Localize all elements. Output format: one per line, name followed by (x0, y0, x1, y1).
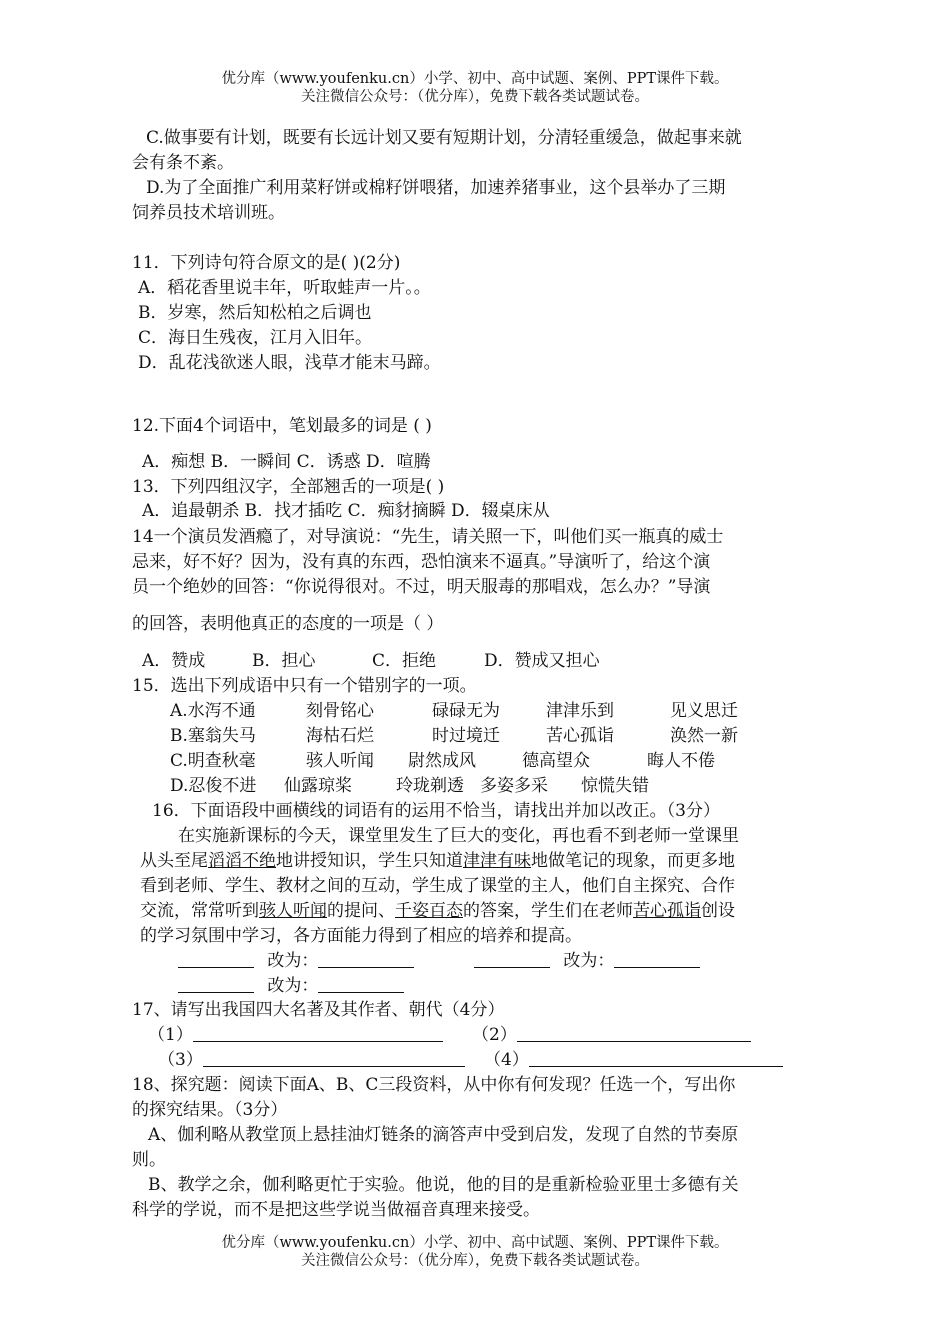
q17-number-2: （2） (472, 1025, 517, 1045)
q16-line-2-a: 从头至尾 (140, 851, 208, 871)
q16-stem: 16．下面语段中画横线的词语有的运用不恰当，请找出并加以改正。（3分） (152, 801, 720, 821)
q16-answer-row-2 (178, 975, 404, 997)
q16-blank-1[interactable] (178, 951, 254, 968)
q12-options: A．痴想 B．一瞬间 C．诱惑 D．喧腾 (142, 452, 431, 472)
q17-blank-1[interactable] (193, 1025, 443, 1042)
q10-option-c-line1: C.做事要有计划，既要有长远计划又要有短期计划，分清轻重缓急，做起事来就 (146, 128, 742, 148)
q17-blank-4[interactable] (529, 1050, 783, 1067)
q15-b-5: 涣然一新 (670, 726, 738, 746)
q15-d-4: 多姿多采 (480, 776, 548, 796)
q18-a-line-1: A、伽利略从教堂顶上悬挂油灯链条的滴答声中受到启发，发现了自然的节奏原 (148, 1125, 739, 1145)
q14-option-c: C．拒绝 (372, 651, 437, 671)
q17-blank-2[interactable] (517, 1025, 751, 1042)
q16-underlined-word-3: 骇人听闻 (259, 901, 327, 921)
q15-c-1: C.明查秋毫 (170, 751, 256, 771)
q10-option-c-line2: 会有条不紊。 (132, 153, 234, 173)
q17-stem: 17、请写出我国四大名著及其作者、朝代（4分） (132, 1000, 505, 1020)
q15-d-5: 惊慌失错 (581, 776, 649, 796)
q10-option-d-line1: D.为了全面推广利用菜籽饼或棉籽饼喂猪，加速养猪事业，这个县举办了三期 (146, 178, 726, 198)
q16-line-4-d: 创设 (701, 901, 735, 921)
q16-line-4-a: 交流，常常听到 (140, 901, 259, 921)
q16-underlined-word-2: 津津有味 (463, 851, 531, 871)
q15-d-2: 仙露琼桨 (284, 776, 352, 796)
q16-change-label-3: 改为： (267, 976, 319, 996)
q16-answer-row-1 (178, 950, 414, 972)
q15-c-5: 晦人不倦 (647, 751, 715, 771)
q16-blank-2[interactable] (318, 951, 414, 968)
q16-blank-5[interactable] (178, 976, 254, 993)
q16-line-2-c: 地做笔记的现象，而更多地 (531, 851, 735, 871)
header-line-2: 关注微信公众号：（优分库），免费下载各类试题试卷。 (301, 89, 649, 105)
q18-line-2: 的探究结果。（3分） (132, 1100, 288, 1120)
q17-item-1 (148, 1024, 443, 1046)
q11-stem: 11．下列诗句符合原文的是( )(2分) (132, 253, 401, 273)
q16-line-2 (140, 850, 735, 872)
q18-line-1: 18、探究题：阅读下面A、B、C三段资料，从中你有何发现？任选一个，写出你 (132, 1075, 736, 1095)
q17-item-3 (158, 1049, 465, 1071)
q15-c-3: 尉然成风 (408, 751, 476, 771)
q16-line-3: 看到老师、学生、教材之间的互动，学生成了课堂的主人，他们自主探究、合作 (140, 876, 735, 896)
header-line-1: 优分库（www.youfenku.cn）小学、初中、高中试题、案例、PPT课件下载。 (221, 71, 729, 87)
q11-option-d: D．乱花浅欲迷人眼，浅草才能末马蹄。 (138, 353, 441, 373)
q15-b-1: B.塞翁失马 (170, 726, 256, 746)
q17-number-1: （1） (148, 1025, 193, 1045)
q16-line-4-c: 的答案，学生们在老师 (463, 901, 633, 921)
q15-stem: 15．选出下列成语中只有一个错别字的一项。 (132, 676, 477, 696)
q13-options: A．追最朝杀 B．找才插吃 C．痴豺摘瞬 D．辍桌床从 (142, 501, 550, 521)
q15-a-3: 碌碌无为 (432, 701, 500, 721)
footer-line-2: 关注微信公众号：（优分库），免费下载各类试题试卷。 (301, 1253, 649, 1269)
q15-a-5: 见义思迁 (670, 701, 738, 721)
q16-line-1: 在实施新课标的今天，课堂里发生了巨大的变化，再也看不到老师一堂课里 (178, 826, 739, 846)
q14-line-1: 14一个演员发酒瘾了，对导演说：“先生，请关照一下，叫他们买一瓶真的威士 (132, 527, 724, 547)
q15-d-3: 玲珑剃透 (396, 776, 464, 796)
q17-item-4 (484, 1049, 783, 1071)
q16-blank-3[interactable] (474, 951, 550, 968)
q14-option-d: D．赞成又担心 (484, 651, 600, 671)
q14-option-b: B．担心 (252, 651, 316, 671)
q16-line-2-b: 地讲授知识，学生只知道 (276, 851, 463, 871)
q18-b-line-1: B、教学之余，伽利略更忙于实验。他说，他的目的是重新检验亚里士多德有关 (148, 1175, 739, 1195)
q17-number-3: （3） (158, 1050, 203, 1070)
q14-line-3: 员一个绝妙的回答：“你说得很对。不过，明天服毒的那唱戏，怎么办？”导演 (132, 577, 711, 597)
q14-line-4: 的回答，表明他真正的态度的一项是（ ） (132, 614, 444, 634)
q16-underlined-word-4: 千姿百态 (395, 901, 463, 921)
q15-b-2: 海枯石烂 (306, 726, 374, 746)
q16-blank-6[interactable] (318, 976, 404, 993)
q16-change-label-1: 改为： (267, 951, 319, 971)
q15-d-1: D.忍俊不进 (170, 776, 257, 796)
q15-c-4: 德高望众 (522, 751, 590, 771)
q11-option-c: C．海日生残夜，江月入旧年。 (138, 328, 373, 348)
q17-item-2 (472, 1024, 751, 1046)
q14-option-a: A．赞成 (142, 651, 206, 671)
q15-b-3: 时过境迁 (432, 726, 500, 746)
q16-answer-row-1b (474, 950, 700, 972)
q17-blank-3[interactable] (203, 1050, 465, 1067)
q10-option-d-line2: 饲养员技术培训班。 (132, 203, 285, 223)
q16-line-5: 的学习氛围中学习，各方面能力得到了相应的培养和提高。 (140, 926, 582, 946)
q15-a-1: A.水泻不通 (170, 701, 256, 721)
q15-c-2: 骇人听闻 (306, 751, 374, 771)
q13-stem: 13．下列四组汉字，全部翘舌的一项是( ) (132, 477, 445, 497)
q11-option-b: B．岁寒，然后知松柏之后调也 (138, 303, 372, 323)
q16-line-4-b: 的提问、 (327, 901, 395, 921)
q16-change-label-2: 改为： (563, 951, 615, 971)
q16-underlined-word-5: 苦心孤诣 (633, 901, 701, 921)
q18-a-line-2: 则。 (132, 1150, 166, 1170)
q15-a-4: 津津乐到 (546, 701, 614, 721)
q12-stem: 12.下面4个词语中，笔划最多的词是 ( ) (132, 416, 432, 436)
footer-line-1: 优分库（www.youfenku.cn）小学、初中、高中试题、案例、PPT课件下载。 (221, 1235, 729, 1251)
q15-a-2: 刻骨铭心 (306, 701, 374, 721)
q16-line-4 (140, 900, 735, 922)
q15-b-4: 苦心孤诣 (546, 726, 614, 746)
q18-b-line-2: 科学的学说，而不是把这些学说当做福音真理来接受。 (132, 1200, 540, 1220)
q11-option-a: A．稻花香里说丰年，听取蛙声一片。。 (138, 278, 431, 298)
q17-number-4: （4） (484, 1050, 529, 1070)
q16-underlined-word-1: 滔滔不绝 (208, 851, 276, 871)
q14-line-2: 忌来，好不好？因为，没有真的东西，恐怕演来不逼真。”导演听了，给这个演 (132, 552, 711, 572)
q16-blank-4[interactable] (614, 951, 700, 968)
